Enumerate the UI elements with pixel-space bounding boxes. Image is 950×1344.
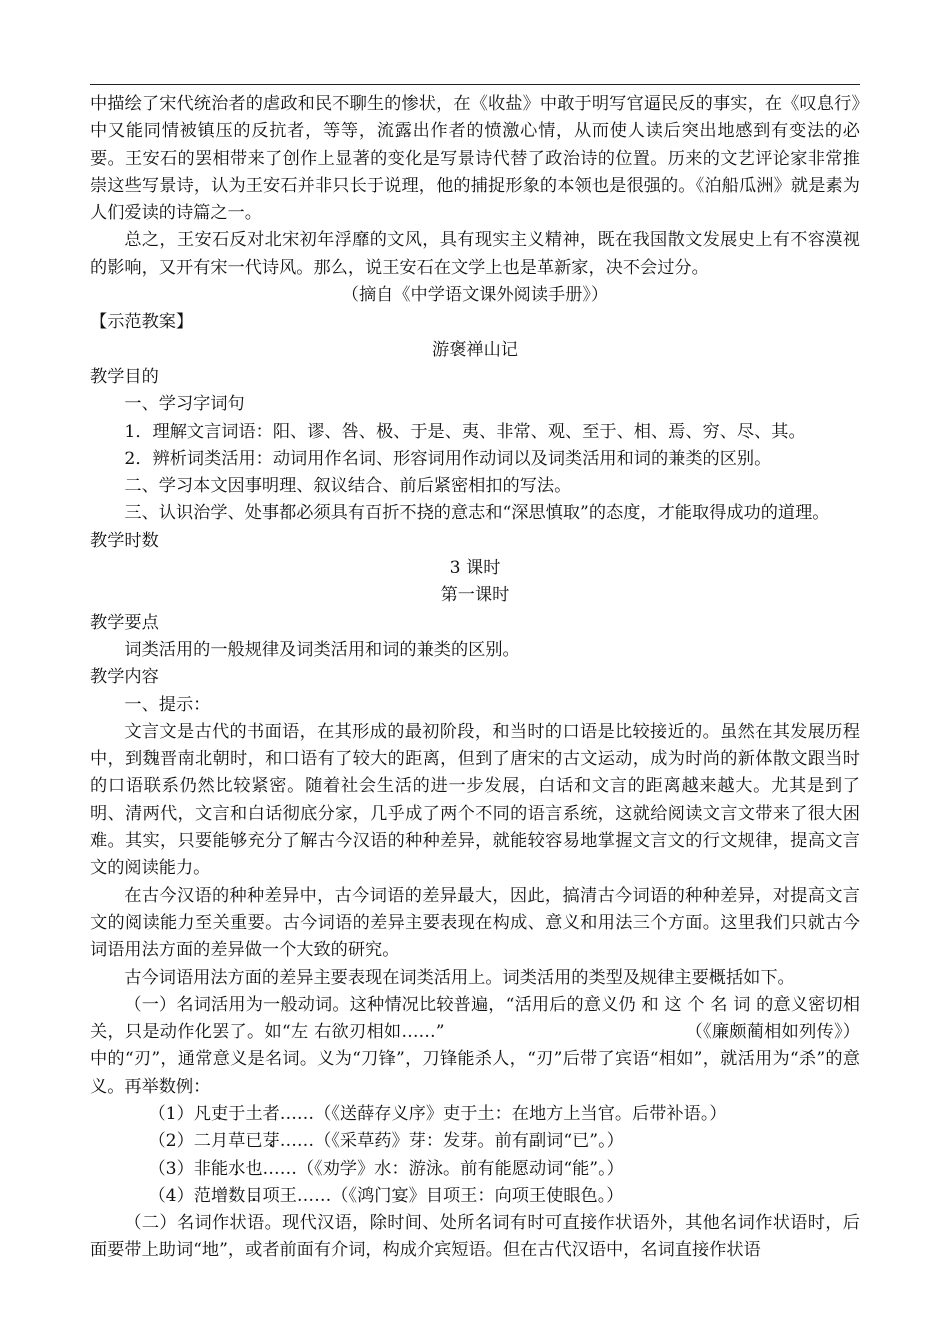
goal-item-2: 二、学习本文因事明理、叙议结合、前后紧密相扣的写法。: [124, 476, 572, 497]
period-title: 第一课时: [440, 585, 510, 606]
points-text: 词类活用的一般规律及词类活用和词的兼类的区别。: [124, 639, 520, 660]
intro-paragraph-1: 中描绘了宋代统治者的虐政和民不聊生的惨状，在《收盐》中敢于明写官逼民反的事实，在《叹息行》中又能同情被镇压的反抗者，等等，流露出作者的愤激心情，从而使人读后突出地感到有变法的必要。王安石的罢相带来了创作上显著的变化是写景诗代替了政治诗的位置。历来的文艺评论家非常推崇这些写景诗，认为王安石并非只长于说理，他的捕捉形象的本领也是很强的。《泊船瓜洲》就是素为人们爱读的诗篇之一。: [90, 94, 860, 224]
example-3: [90, 1156, 860, 1183]
example-4: [90, 1183, 860, 1210]
goal-item-1: 一、学习字词句: [124, 394, 245, 415]
example-1-emphasis: 吏: [210, 1103, 229, 1124]
noun-verb-paragraph: [90, 992, 860, 1101]
adverbial-paragraph: （二）名词作状语。现代汉语，除时间、处所名词有时可直接作状语外，其他名词作状语时，后面要带上助词“地”，或者前面有介词，构成介宾短语。但在古代汉语中，名词直接作状语: [90, 1213, 860, 1261]
tip-heading: 一、提示：: [124, 694, 211, 715]
goal-item-1-1: 1．理解文言词语：阳、谬、咎、极、于是、夷、非常、观、至于、相、焉、穷、尽、其。: [124, 421, 806, 442]
example-1: [90, 1101, 860, 1128]
example-3-pre: （3）非能: [148, 1158, 229, 1179]
example-2: [90, 1128, 860, 1155]
example-2-pre: （2）二月草已: [148, 1131, 263, 1152]
noun-verb-text-a: （一）名词活用为一般动词。这种情况比较普遍，“活用后的意义仍 和 这 个 名 词 的意义密切相关，只是动作化罢了。如“左 右欲刃相如……”: [90, 994, 860, 1043]
example-1-post: 于土者……（《送薛存义序》吏于土：在地方上当官。后带补语。）: [228, 1103, 727, 1124]
example-4-post: 项王……（《鸿门宴》目项王：向项王使眼色。）: [262, 1185, 624, 1206]
example-2-emphasis: 芽: [262, 1131, 280, 1152]
lesson-title: 游褒禅山记: [432, 339, 518, 360]
content-heading: 教学内容: [90, 667, 159, 688]
goal-item-1-2: 2．辨析词类活用：动词用作名词、形容词用作动词以及词类活用和词的兼类的区别。: [124, 448, 772, 469]
example-4-emphasis: 目: [245, 1185, 263, 1206]
tip-paragraph-1: 文言文是古代的书面语，在其形成的最初阶段，和当时的口语是比较接近的。虽然在其发展历程中，到魏晋南北朝时，和口语有了较大的距离，但到了唐宋的古文运动，成为时尚的新体散文跟当时的口语联系仍然比较紧密。随着社会生活的进一步发展，白话和文言的距离越来越大。尤其是到了明、清两代，文言和白话彻底分家，几乎成了两个不同的语言系统，这就给阅读文言文带来了很大困难。其实，只要能够充分了解古今汉语的种种差异，就能较容易地掌握文言文的行文规律，提高文言文的阅读能力。: [90, 721, 860, 879]
noun-verb-text-b: （《廉颇蔺相如列传》）中的“刃”，通常意义是名词。义为“刀锋”，刀锋能杀人，“刃”后带了宾语“相如”，就活用为“杀”的意义。再举数例：: [90, 1022, 860, 1097]
tip-paragraph-2: 在古今汉语的种种差异中，古今词语的差异最大，因此，搞清古今词语的种种差异，对提高文言文的阅读能力至关重要。古今词语的差异主要表现在构成、意义和用法三个方面。这里我们只就古今词语用法方面的差异做一个大致的研究。: [90, 885, 860, 961]
hours-value: 3 课时: [449, 558, 501, 579]
example-3-emphasis: 水: [228, 1158, 246, 1179]
document-body: [90, 91, 860, 1265]
source-note: （摘自《中学语文课外阅读手册》）: [341, 285, 609, 306]
hours-heading: 教学时数: [90, 530, 159, 551]
points-heading: 教学要点: [90, 612, 159, 633]
tip-paragraph-3: 古今词语用法方面的差异主要表现在词类活用上。词类活用的类型及规律主要概括如下。: [124, 967, 795, 988]
example-4-pre: （4）范增数: [148, 1185, 246, 1206]
example-2-post: ……（《采草药》芽：发芽。前有副词“已”。）: [279, 1131, 624, 1152]
goal-item-3: 三、认识治学、处事都必须具有百折不挠的意志和“深思慎取”的态度，才能取得成功的道理。: [124, 503, 830, 524]
intro-paragraph-2: 总之，王安石反对北宋初年浮靡的文风，具有现实主义精神，既在我国散文发展史上有不容漠视的影响，又开有宋一代诗风。那么，说王安石在文学上也是革新家，决不会过分。: [90, 230, 860, 278]
goal-heading: 教学目的: [90, 366, 159, 387]
example-1-pre: （1）凡: [148, 1103, 211, 1124]
example-3-post: 也……（《劝学》水：游泳。前有能愿动词“能”。）: [245, 1158, 624, 1179]
header-rule: [90, 84, 860, 85]
section-label: 【示范教案】: [90, 312, 194, 333]
